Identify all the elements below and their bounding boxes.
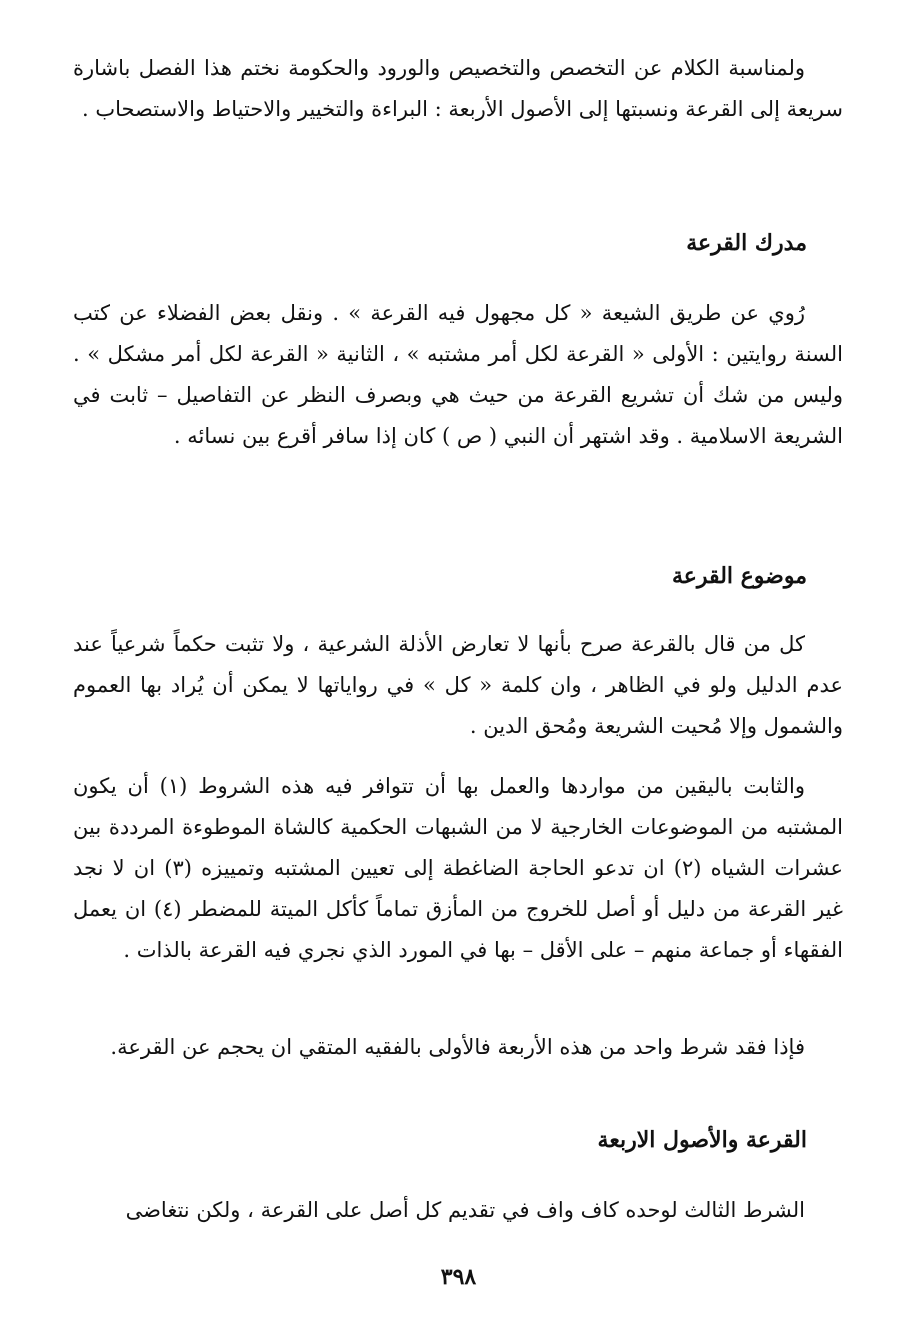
mawdu-paragraph-2: والثابت باليقين من مواردها والعمل بها أن تتوافر فيه هذه الشروط (١) أن يكون المشتبه من الموضوعات الخارجية لا من الشبهات الحكمية كالشاة الموطوءة المرددة بين عشرات الشياه (٢) ان تدعو الحاجة الضاغطة إلى تعيين المشتبه وتمييزه (٣) ان لا نجد غير القرعة من دليل أو أصل للخروج من المأزق تماماً كأكل الميتة للمضطر (٤) ان يعمل الفقهاء أو جماعة منهم – على الأقل – بها في المورد الذي نجري فيه القرعة بالذات . xyxy=(73,774,844,962)
usul-section xyxy=(73,1190,843,1231)
page-number: ٣٩٨ xyxy=(440,1264,477,1290)
section-heading-mawdu: موضوع القرعة xyxy=(672,563,807,589)
intro-section xyxy=(73,48,843,130)
intro-paragraph: ولمناسبة الكلام عن التخصص والتخصيص والورود والحكومة نختم هذا الفصل باشارة سريعة إلى القرعة ونسبتها إلى الأصول الأربعة : البراءة والتخيير والاحتياط والاستصحاب . xyxy=(73,56,843,121)
usul-paragraph: الشرط الثالث لوحده كاف واف في تقديم كل أصل على القرعة ، ولكن نتغاضى xyxy=(125,1198,805,1222)
mawdu-paragraph-3: فإذا فقد شرط واحد من هذه الأربعة فالأولى بالفقيه المتقي ان يحجم عن القرعة. xyxy=(110,1035,805,1059)
mawdu-section-part-2 xyxy=(73,766,843,971)
mawdu-section-part-1 xyxy=(73,624,843,747)
section-heading-usul: القرعة والأصول الاربعة xyxy=(597,1127,807,1153)
mawdu-section-part-3 xyxy=(73,1027,843,1068)
section-heading-madrak: مدرك القرعة xyxy=(686,230,807,256)
madrak-paragraph: رُوي عن طريق الشيعة « كل مجهول فيه القرعة » . ونقل بعض الفضلاء عن كتب السنة روايتين : الأولى « القرعة لكل أمر مشتبه » ، الثانية « القرعة لكل أمر مشكل » . وليس من شك أن تشريع القرعة من حيث هي وبصرف النظر عن التفاصيل – ثابت في الشريعة الاسلامية . وقد اشتهر أن النبي ( ص ) كان إذا سافر أقرع بين نسائه . xyxy=(73,301,843,448)
mawdu-paragraph-1: كل من قال بالقرعة صرح بأنها لا تعارض الأذلة الشرعية ، ولا تثبت حكماً شرعياً عند عدم الدليل ولو في الظاهر ، وان كلمة « كل » في رواياتها لا يمكن أن يُراد بها العموم والشمول وإلا مُحيت الشريعة ومُحق الدين . xyxy=(73,632,843,738)
madrak-section xyxy=(73,293,843,457)
